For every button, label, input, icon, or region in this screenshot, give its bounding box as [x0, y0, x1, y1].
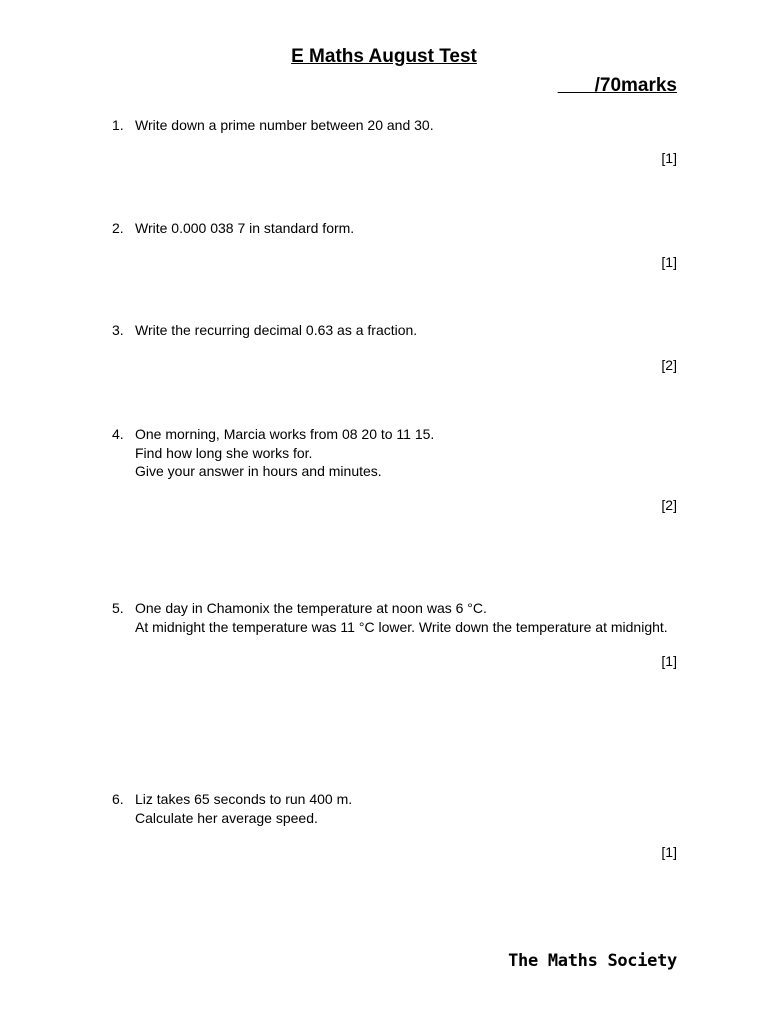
question-text: Liz takes 65 seconds to run 400 m.: [135, 791, 353, 807]
question-1-marks: [1]: [661, 150, 677, 166]
question-2-marks: [1]: [661, 254, 677, 270]
question-number: 1.: [112, 117, 124, 133]
question-number: 4.: [112, 426, 124, 442]
question-5-marks: [1]: [661, 653, 677, 669]
question-5: [112, 599, 668, 636]
question-text: One morning, Marcia works from 08 20 to 11 15.: [135, 426, 435, 442]
question-4: [112, 425, 434, 481]
question-1: [112, 116, 434, 135]
total-marks: /70marks: [557, 75, 677, 96]
question-6-marks: [1]: [661, 844, 677, 860]
question-2: [112, 219, 354, 238]
question-number: 6.: [112, 791, 124, 807]
society-footer: The Maths Society: [508, 951, 677, 971]
question-6: [112, 790, 352, 827]
question-text: At midnight the temperature was 11 °C lower. Write down the temperature at midnight.: [135, 618, 668, 635]
question-number: 5.: [112, 600, 124, 616]
question-text: Calculate her average speed.: [135, 809, 318, 826]
question-4-marks: [2]: [661, 497, 677, 513]
question-text: One day in Chamonix the temperature at noon was 6 °C.: [135, 600, 487, 616]
question-text: Give your answer in hours and minutes.: [135, 463, 382, 479]
question-number: 2.: [112, 220, 124, 236]
question-number: 3.: [112, 322, 124, 338]
question-text: Find how long she works for.: [135, 444, 313, 461]
question-text: Write down a prime number between 20 and 30.: [135, 117, 434, 133]
page-title: E Maths August Test: [291, 46, 477, 67]
question-text: Write the recurring decimal 0.63 as a fraction.: [135, 322, 418, 338]
question-3-marks: [2]: [661, 357, 677, 373]
question-3: [112, 321, 417, 340]
question-text: Write 0.000 038 7 in standard form.: [135, 220, 355, 236]
